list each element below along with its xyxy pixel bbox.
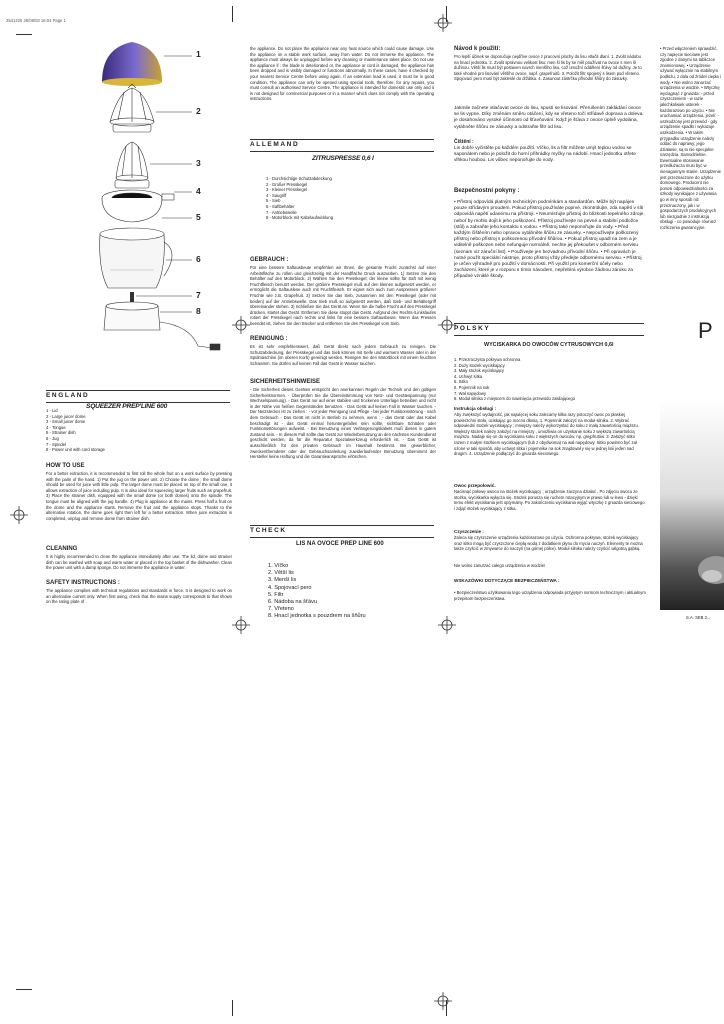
- english-section: [46, 390, 230, 410]
- list-item: 8 - Power unit with cord storage: [46, 447, 105, 453]
- safety-text-pl-continued: • Przed włączeniem sprawdzić, czy napięcie sieciowe jest zgodne z danymi na tabliczce znamionowej. • Urządzenie używać wyłącznie na stabilnym podłożu, z dala od źródeł ciepła i wody. • Nie wolno zanurzać urządzenia w wodzie. • Wtyczkę wyciągnąć z gniazda: - przed czyszczeniem - w razie jakichkolwiek usterek - każdorazowo po użyciu. • Nie uruchamiać urządzenia, jeżeli: - uszkodzony jest przewód - gdy urządzenie spadło i wykazuje uszkodzenia. • W takim przypadku urządzenie należy oddać do naprawy; jego działanie, są to nie specjalne narzędzia. Samodzielnie. Ewentualne stosowanie przedłużacza musi być w nienagannym stanie. Urządzenie jest przeznaczone do użytku domowego. Producent nie ponosi odpowiedzialności za szkody wynikające z używania go w inny sposób niż przeznaczony, jak i w gospodarczych produkcyjnych lub niezgodnie z instrukcją obsługi - co powoduje również rozliczenia gwarancyjne.: [660, 46, 721, 230]
- product-title-en: SQUEEZER PREP'LINE 600: [86, 403, 168, 410]
- list-item: 4 - Tongue: [46, 424, 66, 430]
- list-item: 2. Duży stożek wyciskający: [454, 362, 505, 368]
- part-number: 1: [196, 49, 201, 59]
- list-item: 8. Moduł silnika z miejscem do nawinięcia przewodu zasilającego: [454, 396, 576, 402]
- reinigung-text: Es ist sehr empfehlenswert, daß Gerät direkt nach jedem Gebrauch zu reinigen. Die Schutzabdeckung, der Presskegel und das Sieb können mit Seife und warmem Wasser oder in der Spülmaschine (im oberen Korb) gereinigt werden. Reinigen Sie den Motorblock mit einem feuchten Schwamm. Sie dürfen auf keinen Fall das Gerät in Wasser tauchen.: [250, 344, 436, 366]
- navod-text: Pro lepší účinek se doporučuje nejdříve ovoce z pracovní plochy do lisu vtlačit dlaní. 1. Zvolit nádobu na hnací jednotku. 2. Zvolit správnou velikost lisu: men ší lis by se měl používat na ovoce s men ší dužinou. Větší lis musí být postaven navrch menšího lisu, což umožní oddělení šťávy od dužiny. Je to také vhodné pro lisování většího ovoce, např. grapefruitů. 3. Položit filtr spojený s lisem pod vřeteno. Spojovací pero musí být zakleslé do držátka. 4. Zasunout zástrčku přívodní šňůry do zásuvky.: [454, 54, 642, 82]
- print-meta-line: 2541225 26/08/03 16:04 Page 1: [6, 18, 66, 23]
- heading-bezpieczenstwo-pl: WSKAZÓWKI DOTYCZĄCE BEZPIECZEŃSTWA :: [454, 578, 560, 583]
- part-number: 4: [196, 186, 201, 196]
- bezpecnost-text-cz: • Přístroj odpovídá platným technickým podmínkám a standardům. Může být napájen pouze střídavým proudem. Pokud přístroj používáte poprvé, zkontrolujte, zda napětí v síti odpovídá napětí udanému na přístroji. • Neumísťujte přístroj do blízkosti tepelného zdroje, neboť by mohlo dojít k jeho poškození. Přístroj používejte na pevné a stabilní podložce (stůl) a zabraňte jeho kontaktu s vodou. • Přístroj také neponořujte do vody. • Před každým čištěním nebo opravou vytáhněte šňůru ze zásuvky. • Nepoužívejte poškozený přístroj nebo přístroj s poškozenou přívodní šňůrou. • Pokud přístroj upadl na zem a je viditelně poškozen nebo nefunguje normálně, nechte jej překoušet v odborném servisu (seznam viz záruční list). • Používejte jen bezvadnou přívodní šňůru. • Při opravách je nutné použít speciální nástroje, proto přístroj vždy předejte odbornému servisu. • Přístroj je určen výhradně pro použití v domácnosti. Při využití pro komerční účely nebo zacházení, které je v rozporu s tímto návodem, nepřebírá výrobce žádnou záruku za případné vzniklé škody.: [454, 200, 645, 280]
- heading-czyszczenie: Czyszczenie :: [454, 529, 484, 534]
- product-title-de: ZITRUSPRESSE 0,6 l: [312, 155, 374, 162]
- section-header-polish: POLSKY: [454, 325, 491, 332]
- registration-mark-icon: [232, 316, 250, 334]
- heading-cleaning: CLEANING: [46, 546, 78, 552]
- parts-list-de: [266, 176, 333, 221]
- safety-text-en: The appliance complies with technical regulations and standards in force. It is designed to work on an alternative current only. When first using, check that the mains supply corresponds to that shown on the rating plate of: [46, 588, 232, 605]
- part-number: 6: [196, 254, 201, 264]
- product-title-cz: LIS NA OVOCE PREP LINE 600: [296, 541, 384, 547]
- list-item: 3 - Kleiner Presskegel: [266, 187, 307, 193]
- list-item: 6 - Jug: [46, 435, 59, 441]
- part-number: 8: [196, 306, 201, 316]
- parts-list-cz: [268, 563, 366, 621]
- heading-safety-en: SAFETY INSTRUCTIONS :: [46, 580, 120, 586]
- registration-mark-icon: [434, 992, 452, 1010]
- list-item: 2 - Large juicer dome: [46, 413, 86, 419]
- list-item: 7 - Antriebswelle: [266, 209, 297, 215]
- list-item: 4 - Saugriff: [266, 192, 287, 198]
- list-item: 3. Mały stożek wyciskający: [454, 368, 505, 374]
- registration-mark-icon: [438, 616, 456, 634]
- sicherheit-text: - Die Sicherheit dieses Gerätes entspricht den anerkannten Regeln der Technik und den gültigen Sicherheitsnormen. - Überprüfen Sie die Übereinstimmung von Netz- und Gerätespannung (nur Wechselspannung). - Das Gerät nur auf einer stabilen und trockenen Unterlage betreiben und nicht in der Nähe von heißen Gegenständen benutzen. - Das Gerät auf keinen Fall in Wasser tauchen. - Der Netzstecker ist zu ziehen : - vor jeder Reinigung und Pflege - bei jeder Funktionsstörung - nach dem Gebrauch - Das Gerät ist nicht in Betrieb zu nehmen, wenn : - das Gerät oder das Kabel beschädigt ist - das Gerät einmal heruntergefallen sein sollte, sichtbare Schäden oder Funktionsstörungen aufweist. - Bei Benutzung eines Verlängerungskabels muß dieses in gutem Zustand sein. - In diesem Fall sollte das Gerät zur Wiederbenutzung an den nächsten Kundendienst geschickt werden, da für die Reparatur Spezialwerkzeug erforderlich ist. - Das Gerät ist ausschließlich für den privaten Gebrauch im Haushalt bestimmt. Bei gewerblicher, zweckentfremdeter oder der Gebrauchsanleitung zuwiderlaufender Benutzung übernimmt der Hersteller keine Haftung und die Garantieansprüche erlöschen.: [250, 387, 436, 460]
- section-header-czech: TCHECK: [250, 527, 287, 534]
- safety-text-en-continued: the appliance. Do not place the appliance near any heat source which could cause damage. Use the appliance on a stable work surface, away from water. Do not immerse the appliance. The appliance must always be unplugged before any cleaning or maintenance takes place. Do not use the appliance if : the blade is deteriorated or, the appliance or cord is damaged, the appliance has been dropped and is visibly damaged or functions abnormally. In these cases, have it checked by your nearest Service Centre before using again. If an extension lead is used, it must be in good condition. The appliance can only be opened using special tools, therefore, for any repairs, you must consult an authorised Service Centre. The appliance is intended for domestic use only and it is not designed for commercial purposes or in a manner which does not comply with the operating instructions.: [250, 46, 434, 102]
- lid-drawing: [102, 42, 162, 86]
- parts-list-en: [46, 408, 230, 453]
- product-title-pl: WYCISKARKA DO OWOCÓW CYTRUSOWYCH 0,6l: [484, 342, 614, 348]
- list-item: 1. Víčko: [268, 563, 289, 569]
- heading-reinigung: REINIGUNG :: [250, 336, 288, 342]
- crop-mark: [16, 34, 32, 35]
- list-item: 5. Sitko: [454, 379, 468, 385]
- list-item: 7. Vřeteno: [268, 606, 294, 613]
- owoc-text: Nacisnąć połowę owocu na stożek wyciskający ; urządzenie zaczyna działać . Po zdjęciu owocu ze stożka, wyciskarka wyłącza się. Stożek porusza się ruchem rotacyjnym w prawo lub w lewo - dzięki temu efekt wyciskania jest optymalny. Po zakończeniu wyciskania wyjąć wtyczkę z gniazda sieciowego i zdjąć stożek wyciskający z sitka.: [454, 489, 645, 511]
- list-item: 3 - Small juicer dome: [46, 419, 86, 425]
- parts-list-pl: [454, 357, 575, 402]
- list-item: 7 - Spindel: [46, 441, 67, 447]
- heading-gebrauch: GEBRAUCH :: [250, 257, 289, 263]
- heading-owoc: Owoc przepołowić.: [454, 483, 496, 488]
- cleaning-text: It is highly recommended to clean the appliance immediately after use. The lid, dome and strainer dish can be washed with soap and warm water or placed in the top basket of the dishwasher. Clean the power unit with a damp sponge. Do not immerse the appliance in water.: [46, 554, 232, 571]
- list-item: 2 - Großer Presskegel: [266, 181, 308, 187]
- registration-mark-icon: [232, 616, 250, 634]
- list-item: 5 - Sieb: [266, 198, 281, 204]
- list-item: 6. Nádoba na šťávu: [268, 599, 318, 606]
- heading-navod: Návod k použití:: [454, 46, 501, 52]
- heading-how-to-use: HOW TO USE: [46, 463, 85, 469]
- part-number: 5: [196, 212, 201, 222]
- list-item: 2. Větší lis: [268, 570, 294, 577]
- part-number: 3: [196, 158, 201, 168]
- registration-mark-icon: [434, 14, 452, 32]
- exploded-product-illustration: [80, 30, 230, 360]
- list-item: 1 - Durchsichtige Schutzabdeckung: [266, 176, 332, 181]
- navod-text-2: Jakmile začnete vtlačovat ovoce do lisu, spustí se lisování. Přerušením zakládání ovoce se lis vypne. Díky změnám směru otáčení, kdy se vřeteno točí střídavě doprava a doleva, je dosahováno vysoké účinnosti od šťavňování. Když je šťáva z ovoce úplně vydolána, vytáhněte šňůru ze zásuvky a odstraňte filtr od lisu.: [454, 106, 644, 130]
- part-number: 2: [196, 106, 201, 116]
- cover-title-fragment: P: [698, 318, 713, 343]
- list-item: 1 - Lid: [46, 408, 58, 413]
- cisteni-text: Lis dobře vyčistěte po každém použití. Víčko, lis a filtr můžete umýt teplou vodou se saponátem nebo je položit do horní přihrádky myčky na nádobí. Hnací jednotku otřete vlhkou houbou. Lis vůbec neponořujte do vody.: [454, 146, 636, 164]
- cover-photo-fragment: [660, 400, 724, 610]
- list-item: 4. Spojovací pero: [268, 584, 312, 591]
- heading-sicherheit: SICHERHEITSHINWEISE: [250, 379, 321, 385]
- heading-cisteni: Čištění :: [454, 139, 474, 145]
- instrukcja-text: Aby zwiększyć wydajność, jak najwięcej soku zalecamy kilka razy potoczyć owoc po płaskiej powierzchni stołu, uciskając go mocno dłonią. 1. Pojemnik założyć na moduł silnika. 2. Wybrać odpowiedni stożek wyciskający ; mniejszy należy wykorzystać do soku z małą zawartością miąższu. Większy stożek należy założyć na mniejszy , umożliwia on uzyskanie soku z większą zawartością miąższu. Nadaje się on do wyciskania soku z większych owoców, np. grejpfrutów. 3. Założyć sitko razem z małym stożkiem wyciskającym (lub z obydwoma) na wał napędowy. Sitko powinno być zał ożone w taki sposób, aby uchwyt sitka i pojemnika na sok znajdował y się w jednej linii jeden nad drugim. 4. Urządzenie podłączyć do gniazda sieciowego.: [454, 412, 640, 457]
- czyszczenie-note: Nie wolno zanurzać całego urządzenia w wodzie!: [454, 563, 546, 568]
- list-item: 4. Uchwyt sitka: [454, 373, 483, 379]
- section-header-english: ENGLAND: [46, 392, 90, 399]
- list-item: 6 - Saftbehälter: [266, 203, 295, 209]
- list-item: 7. Wał napędowy: [454, 390, 486, 396]
- crop-mark: [232, 1000, 233, 1016]
- how-to-use-text: For a better extraction, it is recommended to first roll the whole fruit on a work surface by pressing with the palm of the hand. 1) Put the jug on the power unit. 2) Choose the dome ; the small dome should be used for juice with little pulp. The larger dome must be placed on top of the small one, it allows extraction of juice including pulp. It is also ideal for squeezing larger fruits such as grapefruit. 3) Place the strainer dish, equipped with the small dome (or both domes) onto the spindle. The tongue must be aligned with the jug handle. 4) Plug in appliance at the mains. Press half a fruit on the dome and the appliance starts. Remove the fruit and the appliance stops. Thanks to the alternative rotation, the dome goes right then left for a better extraction. When juice extraction is completed, unplug and remove dome from strainer dish.: [46, 471, 232, 521]
- part-number: 7: [196, 290, 201, 300]
- list-item: 3. Menší lis: [268, 577, 297, 584]
- lemon-image: [702, 570, 722, 582]
- section-header-german: ALLEMAND: [250, 141, 300, 148]
- list-item: 6. Pojemnik na sok: [454, 384, 490, 390]
- list-item: 5. Filtr: [268, 591, 284, 598]
- bezpieczenstwo-text-pl: • Bezpieczeństwo użytkowania tego urządzenia odpowiada przyjętym normom technicznym i aktualnym przepisom bezpieczeństwa.: [454, 590, 646, 601]
- heading-bezpecnost-cz: Bezpečnostní pokyny :: [454, 188, 520, 194]
- crop-mark: [232, 6, 233, 22]
- list-item: 5 - Strainer dish: [46, 430, 76, 436]
- footer-brand: S.A. SEB 2...: [686, 615, 711, 620]
- list-item: 8 - Motorblock mit Kabelaufwicklung: [266, 215, 334, 221]
- list-item: 1. Przezroczysta pokrywa ochronna: [454, 357, 521, 362]
- heading-instrukcja: Instrukcja obsługi :: [454, 406, 497, 411]
- gebrauch-text: Für eine bessere Saftausbeute empfehlen wir Ihnen, die gesamte Frucht zunächst auf einer Arbeitsfläche zu rollen und gleichzeitig mit der Handfläche Druck auszuüben. 1) Setzen Sie den Behälter auf den Motorblock. 2) Wählen Sie den Presskegel; der kleine sollte für Saft mit wenig Fruchtfleisch benutzt werden. Der größere Presskegel muß auf den kleinen aufgesetzt werden, er ermöglicht die Saftauslese auch mit Fruchtfleisch. Er eignet sich auch zum Auspressen größerer Früchte wie z.B. Grapefruit. 3) Setzen Sie das Sieb, zusammen mit den Presskegel (oder mit beiden) auf der Antriebswelle. Das Sieb muß so aufgesetzt werden, daß Sieb- und Behältergriff übereinander stehen. 3) Schließen Sie das Gerät an. Wenn Sie die halbe Frucht auf den Presskegel drücken, startet das Gerät. Entfernen Sie diese stoppt das Gerät. Aufgrund des Rechts-/Linkslaufes rotiert der Presskegel nach rechts und links für eine bessere Saftausbeute. Wenn das Pressen beendet ist, ziehen Sie den Stecker und entfernen Sie den Presskegel vom Sieb.: [250, 265, 436, 326]
- registration-mark-icon: [10, 506, 28, 524]
- crop-mark: [16, 989, 32, 990]
- czyszczenie-text: Zaleca się czyszczenie urządzenia każdorazowo po użyciu. Ochronna pokrywa, stożek wyciskający oraz sitko mogą być czyszczone ciepłą wodą z dodatkiem płynu do mycia naczyń. Elementy te można także czyścić w zmywarce do naczyń (na górnej półce). Moduł silnika należy czyścić wilgotną gąbką.: [454, 535, 643, 552]
- list-item: 8. Hnací jednotka s pouzdrem na šňůru: [268, 613, 366, 620]
